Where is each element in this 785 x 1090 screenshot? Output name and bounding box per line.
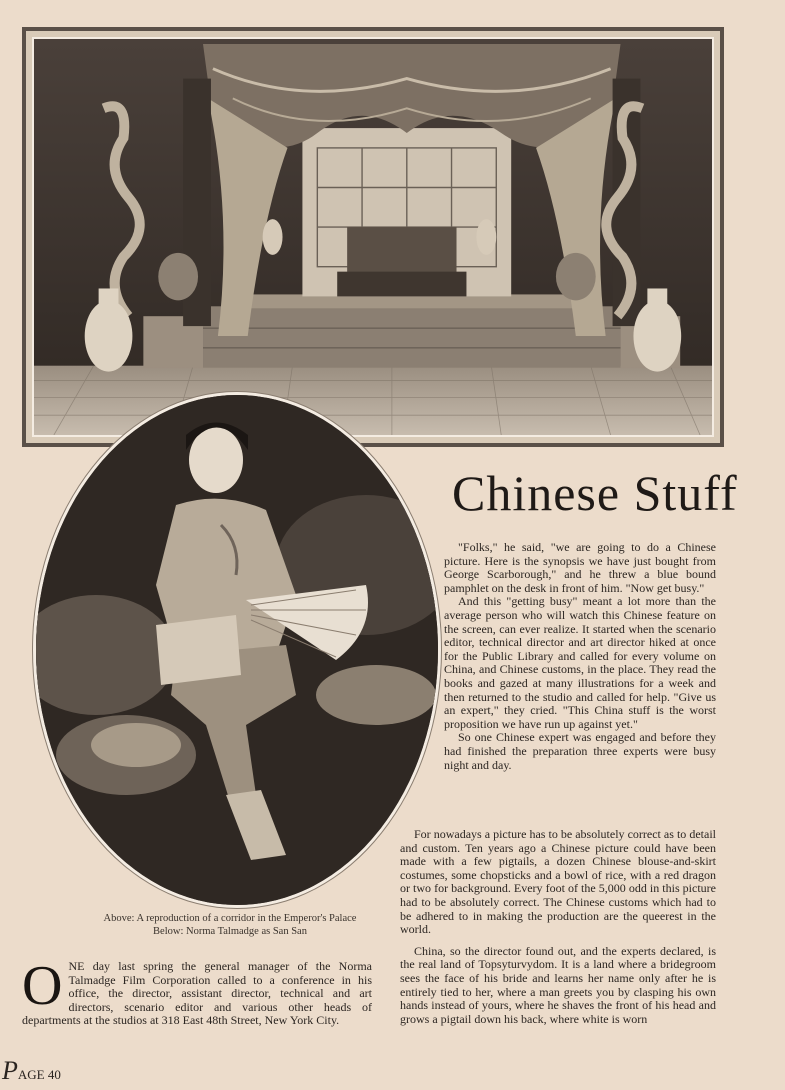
paragraph-4: So one Chinese expert was engaged and before they had finished the preparation three experts were busy night and day.: [444, 730, 716, 772]
paragraph-5: For nowadays a picture has to be absolutely correct as to detail and custom. Ten years ago a Chinese picture could have been made with a few pigtails, a dozen Chinese blouse-and-skirt costumes, some chopsticks and a bowl of rice, with a red dragon or two for background. Every foot of the 5,000 odd in this picture had to be absolutely correct. The Chinese customs which had to be adhered to in making the production are the queerest in the world.: [400, 827, 716, 937]
photo-caption: [60, 912, 400, 938]
norma-talmadge-portrait: [36, 395, 438, 905]
page-word: AGE: [17, 1067, 45, 1082]
paragraph-1: NE day last spring the general manager of the Norma Talmadge Film Corporation called to a conference in his office, the director, assistant director, technical and art directors, scenario editor and various other heads of departments at the studios at 318 East 48th Street, New York City.: [22, 959, 372, 1028]
paragraph-2: "Folks," he said, "we are going to do a Chinese picture. Here is the synopsis we have just bought from George Scarborough," and he threw a blue bound pamphlet on the desk in front of him. "Now get busy.": [444, 540, 716, 595]
article-title: Chinese Stuff: [452, 465, 738, 521]
caption-above: Above: A reproduction of a corridor in the Emperor's Palace: [103, 913, 357, 924]
article-column-left: [22, 955, 372, 1028]
palace-corridor-photo: [22, 27, 724, 447]
page-number-mark: [2, 1058, 61, 1084]
drop-cap: O: [22, 955, 63, 1017]
palace-corridor-image: [32, 37, 714, 437]
paragraph-3: And this "getting busy" meant a lot more than the average person who will watch this Chinese feature on the screen, can ever realize. It started when the scenario editor, technical director and art director hiked at once for the Public Library and called for every volume on China, and Chinese customs, in the place. They read the books and gazed at many illustrations for a week and then returned to the studio and called for help. "Give us an expert," they cried. "This China stuff is the worst proposition we have run up against yet.": [444, 594, 716, 731]
paragraph-6: China, so the director found out, and the experts declared, is the real land of Topsyturvydom. It is a land where a bridegroom sees the face of his bride and learns her name only after he is entirely tied to her, where a man greets you by clasping his own hands instead of yours, where he shaves the front of his head and grows a pigtail down his back, where white is worn: [400, 943, 716, 1026]
article-column-right: [444, 541, 716, 772]
article-column-wide: [400, 828, 716, 1026]
page-number: 40: [47, 1067, 61, 1082]
palace-corridor-illustration: [34, 39, 712, 435]
caption-below: Below: Norma Talmadge as San San: [153, 926, 307, 937]
portrait-illustration: [36, 395, 438, 905]
page-letter: P: [2, 1056, 18, 1085]
